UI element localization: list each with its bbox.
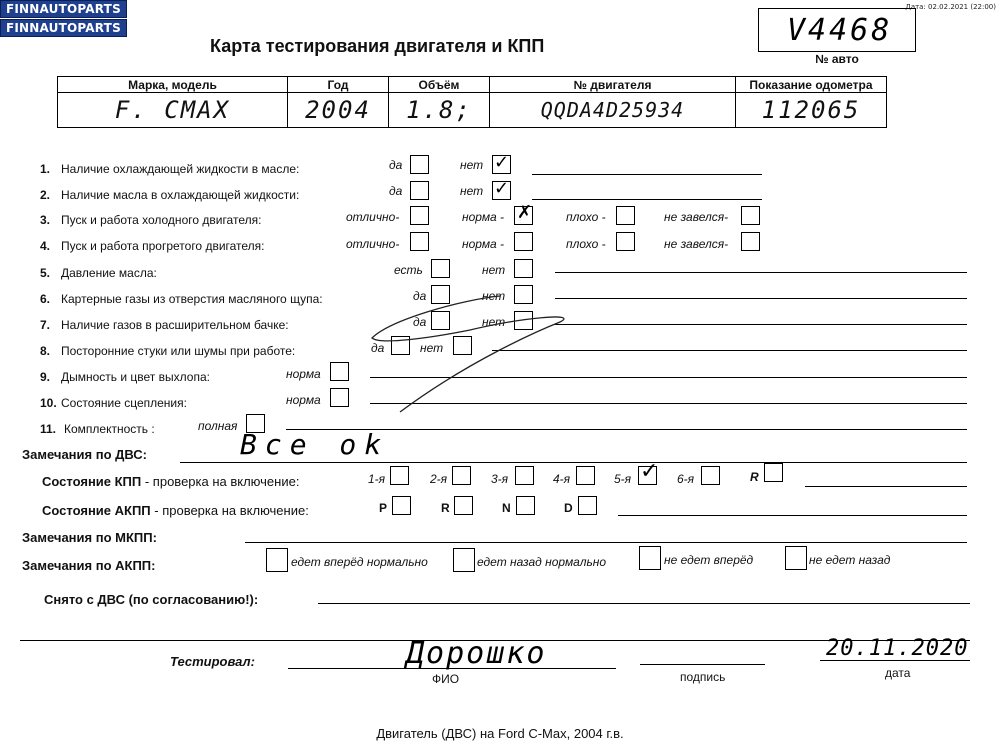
option-label: нет (460, 158, 484, 172)
gear-label: R (441, 501, 450, 515)
gear-label: R (750, 470, 759, 484)
checkbox-checked[interactable]: ✓ (494, 178, 510, 199)
option-label: да (389, 184, 403, 198)
option-label: плохо - (566, 210, 606, 224)
checkbox[interactable] (453, 548, 475, 572)
option-label: да (371, 341, 385, 355)
item-label: Посторонние стуки или шумы при работе: (61, 344, 296, 358)
checkbox[interactable] (785, 546, 807, 570)
option-label: да (413, 289, 427, 303)
gear-label: 1-я (368, 472, 386, 486)
watermark-logo: FINNAUTOPARTS (0, 19, 127, 37)
checkbox[interactable] (452, 466, 471, 485)
fill-line (180, 462, 967, 463)
item-label: Комплектность : (64, 422, 155, 436)
date-label: дата (885, 666, 911, 680)
item-number: 4. (40, 239, 51, 253)
option-label: есть (394, 263, 423, 277)
kpp-label: Состояние КПП - проверка на включение: (42, 474, 300, 489)
item-label: Давление масла: (61, 266, 157, 280)
item-number: 6. (40, 292, 51, 306)
option-label: норма (286, 367, 321, 381)
car-number-label: № авто (815, 52, 859, 66)
gear-label: P (379, 501, 388, 515)
item-number: 8. (40, 344, 51, 358)
col-engine-no: № двигателя (490, 77, 736, 93)
checkbox[interactable] (390, 466, 409, 485)
test-date: 20.11.2020 (826, 636, 969, 661)
item-number: 9. (40, 370, 51, 384)
checkbox[interactable] (578, 496, 597, 515)
option-label: отлично- (346, 237, 400, 251)
checkbox[interactable] (266, 548, 288, 572)
item-number: 5. (40, 266, 51, 280)
option-label: плохо - (566, 237, 606, 251)
col-model: Марка, модель (58, 77, 288, 93)
option-label: полная (198, 419, 238, 433)
item-label: Пуск и работа холодного двигателя: (61, 213, 262, 227)
tested-label: Тестировал: (170, 654, 255, 669)
option-label: нет (460, 184, 484, 198)
value-volume: 1.8; (389, 93, 490, 128)
item-label: Картерные газы из отверстия масляного щупа: (61, 292, 323, 306)
item-number: 11. (40, 422, 57, 436)
remarks-engine-label: Замечания по ДВС: (22, 447, 147, 462)
col-volume: Объём (389, 77, 490, 93)
option-label: не завелся- (664, 237, 729, 251)
watermark-logo: FINNAUTOPARTS (0, 0, 127, 18)
signature-line (640, 664, 765, 665)
gear-label: 4-я (553, 472, 571, 486)
item-label: Состояние сцепления: (61, 396, 187, 410)
item-label: Наличие охлаждающей жидкости в масле: (61, 162, 300, 176)
option-label: нет (420, 341, 444, 355)
option-label: не едет вперёд (664, 553, 754, 567)
value-year: 2004 (288, 93, 389, 128)
item-label: Пуск и работа прогретого двигателя: (61, 239, 265, 253)
gear-label: 5-я (614, 472, 632, 486)
checkbox[interactable] (515, 466, 534, 485)
item-number: 7. (40, 318, 51, 332)
gear-label: N (502, 501, 511, 515)
checkbox[interactable] (701, 466, 720, 485)
fill-line (318, 603, 970, 604)
tester-name: Дорошко (406, 636, 547, 671)
col-odometer: Показание одометра (736, 77, 887, 93)
signature-label: подпись (680, 670, 726, 684)
option-label: не завелся- (664, 210, 729, 224)
checkbox[interactable] (764, 463, 783, 482)
checkbox-checked[interactable]: ✓ (640, 459, 659, 484)
item-number: 1. (40, 162, 51, 176)
gear-label: 3-я (491, 472, 509, 486)
option-label: едет вперёд нормально (291, 555, 428, 569)
checkbox-checked[interactable]: ✓ (494, 152, 510, 173)
option-label: нет (482, 263, 506, 277)
image-caption: Двигатель (ДВС) на Ford C-Max, 2004 г.в. (376, 726, 624, 741)
checkbox[interactable] (392, 496, 411, 515)
item-label: Наличие газов в расширительном бачке: (61, 318, 289, 332)
gear-label: D (564, 501, 573, 515)
option-label: норма - (462, 237, 505, 251)
option-label: не едет назад (809, 553, 891, 567)
remarks-akpp-label: Замечания по АКПП: (22, 558, 156, 573)
value-odometer: 112065 (736, 93, 887, 128)
option-label: да (413, 315, 427, 329)
fill-line (805, 486, 967, 487)
option-label: норма (286, 393, 321, 407)
checkbox-checked[interactable]: ✗ (514, 206, 533, 225)
fio-label: ФИО (432, 672, 460, 686)
item-label: Наличие масла в охлаждающей жидкости: (61, 188, 300, 202)
page-title: Карта тестирования двигателя и КПП (210, 36, 545, 56)
option-label: отлично- (346, 210, 400, 224)
item-label: Дымность и цвет выхлопа: (61, 370, 210, 384)
checkbox[interactable] (454, 496, 473, 515)
option-label: нет (482, 289, 506, 303)
remarks-mkpp-label: Замечания по МКПП: (22, 530, 157, 545)
removed-label: Снято с ДВС (по согласованию!): (44, 592, 259, 607)
value-model: F. CMAX (58, 93, 288, 128)
date-line (820, 660, 970, 661)
item-number: 10. (40, 396, 57, 410)
option-label: нет (482, 315, 506, 329)
checkbox[interactable] (516, 496, 535, 515)
print-date: Дата: 02.02.2021 (22:00) (905, 3, 996, 11)
fill-line (245, 542, 967, 543)
col-year: Год (288, 77, 389, 93)
option-label: едет назад нормально (477, 555, 607, 569)
option-label: да (389, 158, 403, 172)
item-number: 2. (40, 188, 51, 202)
fill-line (288, 668, 616, 669)
gear-label: 6-я (677, 472, 695, 486)
car-number-value: V4468 (787, 13, 893, 48)
checkbox[interactable] (639, 546, 661, 570)
fill-line (618, 515, 967, 516)
checkbox[interactable] (576, 466, 595, 485)
akpp-label: Состояние АКПП - проверка на включение: (42, 503, 309, 518)
item-number: 3. (40, 213, 51, 227)
value-engine-no: QQDA4D25934 (490, 93, 736, 128)
remarks-engine-value: Все ok (240, 428, 390, 461)
option-label: норма - (462, 210, 505, 224)
gear-label: 2-я (430, 472, 448, 486)
